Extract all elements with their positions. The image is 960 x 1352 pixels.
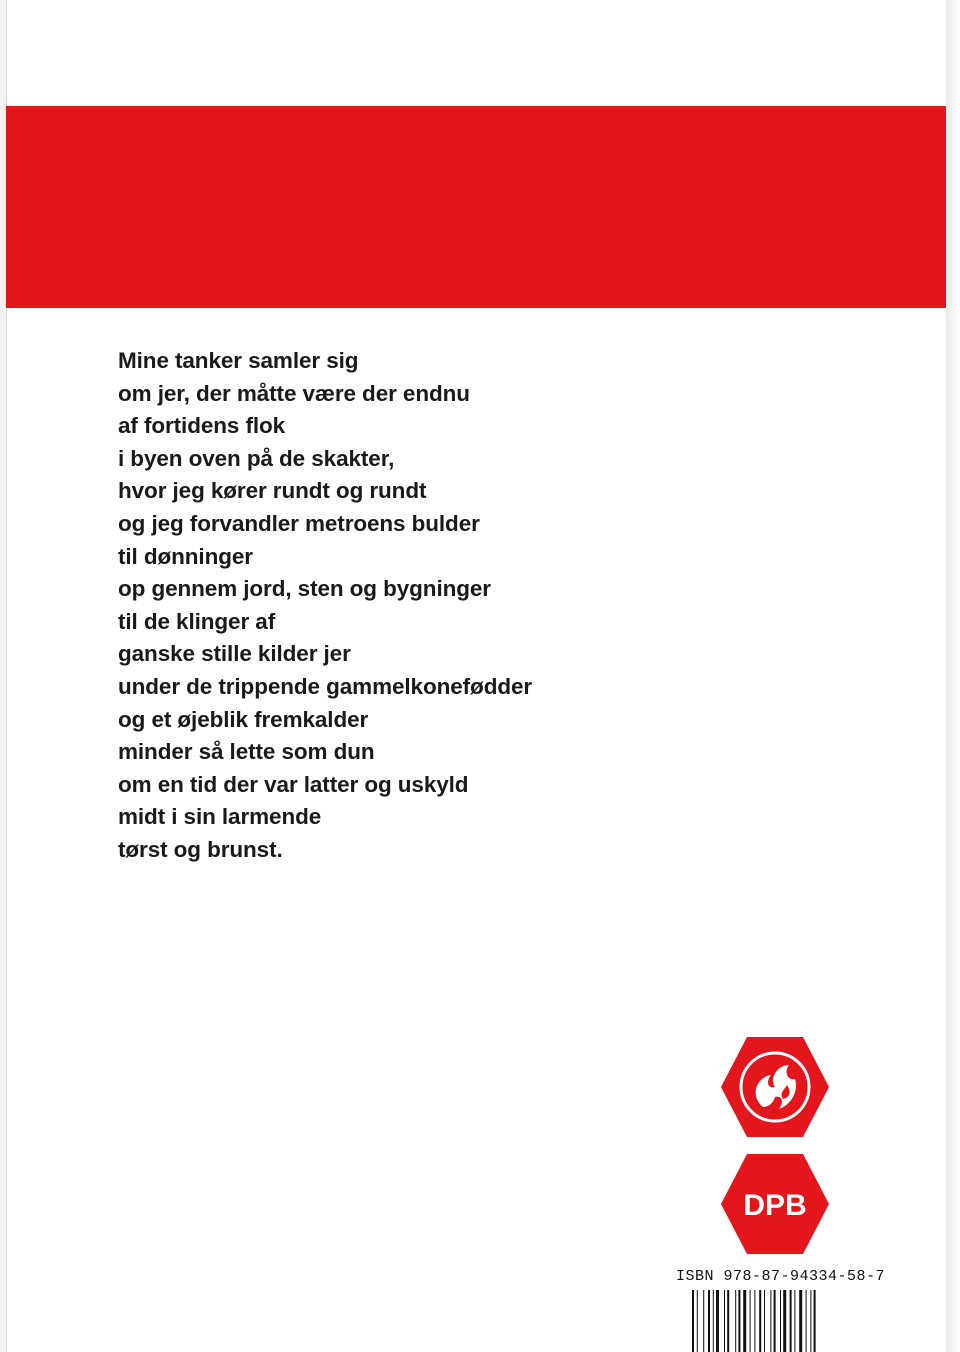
poem-line: Mine tanker samler sig <box>118 348 359 373</box>
barcode-bar <box>759 1290 761 1352</box>
page-edge <box>946 0 960 1352</box>
poem-line: om en tid der var latter og uskyld <box>118 771 469 797</box>
barcode-bar <box>754 1290 755 1352</box>
barcode-bar <box>692 1290 694 1352</box>
poem-line: til dønninger <box>118 543 253 569</box>
poem-line: af fortidens flok <box>118 413 286 439</box>
barcode-bar <box>764 1290 765 1352</box>
barcode-bar <box>794 1290 795 1352</box>
poem-line: hvor jeg kører rundt og rundt <box>118 478 427 504</box>
poem-line: til de klinger af <box>118 608 276 634</box>
barcode-bar <box>724 1290 725 1352</box>
barcode-bar <box>783 1290 786 1352</box>
barcode-bar <box>790 1290 792 1352</box>
poem-line: ganske stille kilder jer <box>118 641 351 667</box>
poem-text <box>118 345 678 867</box>
barcode-bar <box>770 1290 771 1352</box>
dpb-logo <box>719 1152 831 1256</box>
poem-line: minder så lette som dun <box>118 739 375 765</box>
barcode-bar <box>743 1290 746 1352</box>
red-band <box>6 106 946 308</box>
barcode-bar <box>735 1290 736 1352</box>
barcode-bar <box>708 1290 710 1352</box>
barcode-bar <box>703 1290 704 1352</box>
barcode-bar <box>780 1290 781 1352</box>
barcode-bar <box>799 1290 802 1352</box>
barcode-bar <box>738 1290 740 1352</box>
dpb-logo-text: DPB <box>743 1189 807 1222</box>
barcode-bar <box>810 1290 811 1352</box>
poem-line: i byen oven på de skakter, <box>118 445 395 471</box>
poem-line: op gennem jord, sten og bygninger <box>118 576 491 602</box>
barcode-bar <box>774 1290 776 1352</box>
barcode-bar <box>750 1290 751 1352</box>
barcode-bar <box>697 1290 698 1352</box>
barcode <box>690 1290 870 1352</box>
barcode-bar <box>814 1290 816 1352</box>
barcode-bar <box>806 1290 807 1352</box>
isbn-number: ISBN 978-87-94334-58-7 <box>676 1268 886 1285</box>
barcode-bar <box>727 1290 729 1352</box>
poem-line: under de trippende gammelkonefødder <box>118 673 533 699</box>
flame-logo-icon <box>719 1035 831 1139</box>
poem-line: tørst og brunst. <box>118 836 283 862</box>
poem-line: midt i sin larmende <box>118 804 322 830</box>
barcode-bar <box>713 1290 714 1352</box>
barcode-bar <box>716 1290 719 1352</box>
poem-line: og jeg forvandler metroens bulder <box>118 510 480 536</box>
poem-line: om jer, der måtte være der endnu <box>118 380 470 406</box>
poem-line: og et øjeblik fremkalder <box>118 706 369 732</box>
